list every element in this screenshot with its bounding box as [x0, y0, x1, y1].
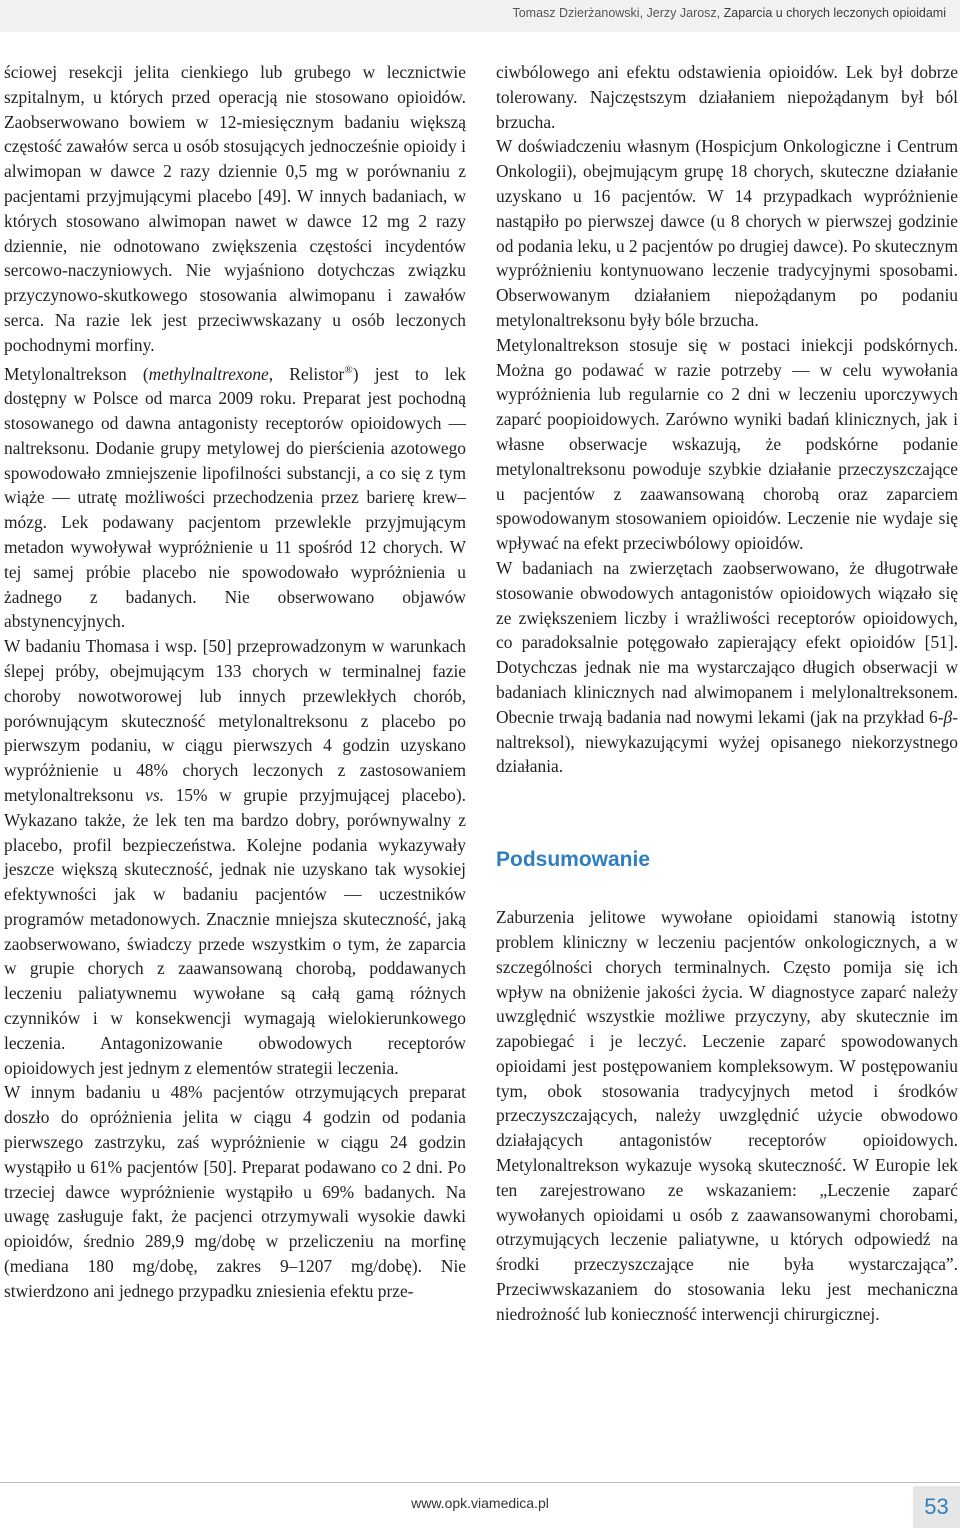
paragraph: Zaburzenia jelitowe wywołane opioidami stanowią istotny problem kliniczny w leczeniu pacjentów onkologicznych, a w szczególności chorych terminalnych. Często pomija się ich wpływ na obniżenie jakości życia. W diagnostyce zaparć należy uwzględnić wszystkie możliwe przyczyny, aby skutecznie im zapobiegać i je leczyć. Leczenie zaparć spowodowanych opioidami jest postępowaniem kompleksowym. W postępowaniu tym, obok stosowania tradycyjnych metod i środków przeczyszczających, należy uwzględnić użycie obwodowo działających antagonistów receptorów opioidowych. Metylonaltrekson wykazuje wysoką skuteczność. W Europie lek ten zarejestrowano ze wskazaniem: „Leczenie zaparć wywołanych opioidami u osób z zaawansowanymi chorobami, otrzymujących leczenie paliatywne, u których odpowiedź na środki przeczyszczające nie była wystarczająca”. Przeciwwskazaniem do stosowania leku jest mechaniczna niedrożność lub konieczność interwencji chirurgicznej.	[496, 907, 958, 1324]
paragraph	[4, 358, 466, 635]
text-run: 15% w grupie przyjmującej placebo). Wykazano także, że lek ten ma bardzo dobry, porównywalny z placebo, profil bezpieczeństwa. Kolejne podania wykazywały jeszcze większą skuteczność, jednak nie uzyskano tak wysokiej efektywności jak w badaniu pacjentów — uczestników programów metadonowych. Znacznie mniejsza skuteczność, jaką zaobserwowano, świadczy przede wszystkim o tym, że zaparcia w grupie chorych z zaawansowaną chorobą, poddawanych leczeniu paliatywnemu wywołane są całą gamą różnych czynników i w konsekwencji wymagają wielokierunkowego leczenia. Antagonizowanie obwodowych receptorów opioidowych jest jednym z elementów strategii leczenia.	[4, 784, 466, 1078]
paragraph	[496, 556, 958, 779]
text-run: -naltreksol), niewykazującymi wyżej opisanego niekorzystnego działania.	[496, 706, 958, 777]
text-run: , Relistor	[268, 363, 345, 384]
italic-term: vs.	[145, 784, 164, 805]
italic-term: methylnaltrexone	[148, 363, 269, 384]
text-run: W badaniach na zwierzętach zaobserwowano, że długotrwałe stosowanie obwodowych antagonistów opioidowych wiązało się ze zwiększeniem liczby i wrażliwości receptorów opioidowych, co paradoksalnie potęgowało zapierający efekt opioidów [51]. Dotychczas jednak nie ma wystarczająco długich obserwacji w badaniach klinicznych nad alwimopanem i melylonaltreksonem. Obecnie trwają badania nad nowymi lekami (jak na przykład 6-	[496, 557, 958, 727]
header-authors: Tomasz Dzierżanowski, Jerzy Jarosz,	[512, 6, 721, 20]
italic-term: β	[943, 706, 953, 727]
text-run: W badaniu Thomasa i wsp. [50] przeprowadzonym w warunkach ślepej próby, obejmującym 133 chorych w terminalnej fazie choroby nowotworowej lub innych przewlekłych chorób, porównującym skuteczność metylonaltreksonu z placebo po pierwszym podaniu, w ciągu pierwszych 4 godzin uzyskano wypróżnienie u 48% chorych leczonych z zastosowaniem metylonaltreksonu	[4, 636, 466, 805]
running-header	[0, 0, 960, 32]
paragraph: W innym badaniu u 48% pacjentów otrzymujących preparat doszło do opróżnienia jelita w ciągu 4 godzin od podania pierwszego zastrzyku, zaś wypróżnienie w ciągu 24 godzin wystąpiło u 61% pacjentów [50]. Preparat podawano co 2 dni. Po trzeciej dawce wypróżnienie wystąpiło u 69% badanych. Na uwagę zasługuje fakt, że pacjenci otrzymywali wysokie dawki opioidów, średnio 289,9 mg/dobę w przeliczeniu na morfinę (mediana 180 mg/dobę, zakres 9–1207 mg/dobę). Nie stwierdzono ani jednego przypadku zniesienia efektu prze-	[4, 1082, 466, 1301]
footer-divider	[0, 1482, 960, 1483]
footer-url: www.opk.viamedica.pl	[411, 1495, 549, 1511]
registered-mark: ®	[344, 363, 353, 376]
section-heading: Podsumowanie	[496, 848, 651, 872]
paragraph: W doświadczeniu własnym (Hospicjum Onkologiczne i Centrum Onkologii), obejmującym grupę 18 chorych, skuteczne działanie uzyskano u 16 pacjentów. W 14 przypadkach wypróżnienie nastąpiło po pierwszej dawce (u 8 chorych w pierwszej godzinie od podania leku, u 2 pacjentów po drugiej dawce). Po skutecznym wypróżnieniu kontynuowano leczenie tradycyjnymi sposobami. Obserwowanym działaniem niepożądanym po podaniu metylonaltreksonu były bóle brzucha.	[496, 136, 958, 330]
text-run: Metylonaltrekson (	[4, 363, 149, 384]
right-column	[496, 60, 958, 1327]
text-run: ) jest to lek dostępny w Polsce od marca 2009 roku. Preparat jest pochodną stosowanego od dawna antagonisty receptorów opioidowych — naltreksonu. Dodanie grupy metylowej do pierścienia azotowego spowodowało zmniejszenie lipofilności substancji, a co się z tym wiąże — utratę możliwości przechodzenia przez barierę krew–mózg. Lek podawany pacjentom przewlekle przyjmującym metadon wywoływał wypróżnienie u 11 spośród 12 chorych. W tej samej próbie placebo nie spowodowało wypróżnienia u żadnego z badanych. Nie obserwowano objawów abstynencyjnych.	[4, 363, 466, 632]
paragraph	[4, 634, 466, 1080]
paragraph: ciwbólowego ani efektu odstawienia opioidów. Lek był dobrze tolerowany. Najczęstszym działaniem niepożądanym był ból brzucha.	[496, 62, 958, 132]
paragraph: ściowej resekcji jelita cienkiego lub grubego w lecznictwie szpitalnym, u których przed operacją nie stosowano opioidów. Zaobserwowano bowiem w 12-miesięcznym badaniu większą częstość zawałów serca u osób stosujących jednocześnie opioidy i alwimopan w dawce 2 razy dziennie 0,5 mg w porównaniu z pacjentami przyjmującymi placebo [49]. W innych badaniach, w których stosowano alwimopan nawet w dawce 12 mg 2 razy dziennie, nie odnotowano zwiększenia częstości incydentów sercowo-naczyniowych. Nie wyjaśniono dotychczas związku przyczynowo-skutkowego stosowania alwimopanu i zawałów serca. Na razie lek jest przeciwwskazany u osób leczonych pochodnymi morfiny.	[4, 62, 466, 355]
header-article-title: Zaparcia u chorych leczonych opioidami	[723, 6, 946, 20]
page-number: 53	[924, 1494, 949, 1519]
left-column	[4, 60, 466, 1304]
paragraph: Metylonaltrekson stosuje się w postaci iniekcji podskórnych. Można go podawać w razie potrzeby — w celu wywołania wypróżnienia lub regularnie co 2 dni w leczeniu uporczywych zaparć poopioidowych. Zarówno wyniki badań klinicznych, jak i własne obserwacje wskazują, że podskórne podanie metylonaltreksonu powoduje szybkie działanie przeczyszczające u pacjentów z zaawansowaną chorobą oraz zaparciem spowodowanym stosowaniem opioidów. Leczenie nie wydaje się wpływać na efekt przeciwbólowy opioidów.	[496, 334, 958, 554]
